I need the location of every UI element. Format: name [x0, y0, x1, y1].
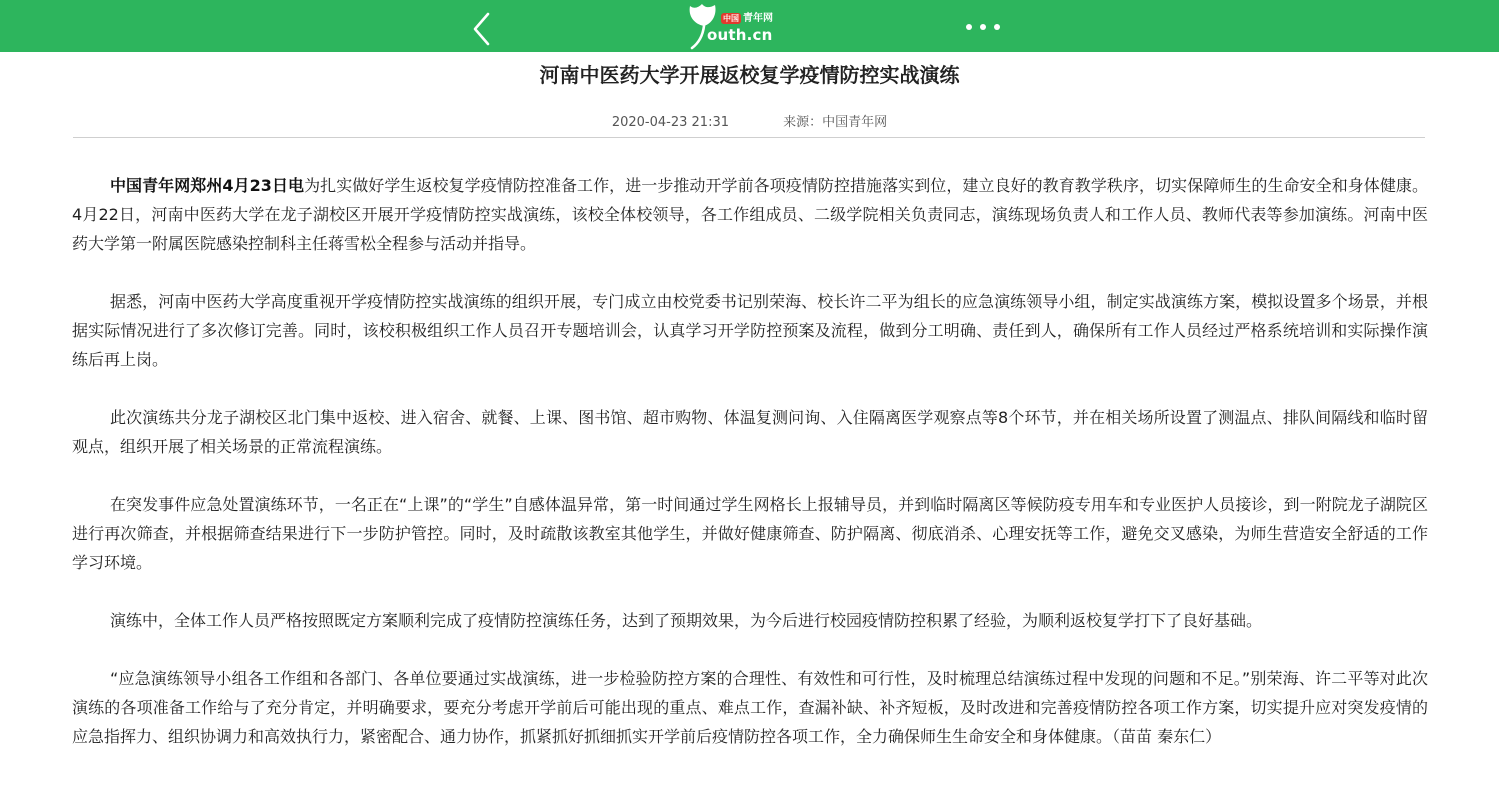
- more-menu-button[interactable]: [962, 18, 1004, 36]
- article-paragraph: 据悉，河南中医药大学高度重视开学疫情防控实战演练的组织开展，专门成立由校党委书记别荣海、校长许二平为组长的应急演练领导小组，制定实战演练方案，模拟设置多个场景，并根据实际情况进行了多次修订完善。同时，该校积极组织工作人员召开专题培训会，认真学习开学防控预案及流程，做到分工明确、责任到人，确保所有工作人员经过严格系统培训和实际操作演练后再上岗。: [72, 292, 1428, 369]
- logo-badge: [721, 13, 773, 25]
- more-dot-icon: [966, 24, 972, 30]
- article-meta: [0, 113, 1499, 133]
- paragraph-text: 为扎实做好学生返校复学疫情防控准备工作，进一步推动开学前各项疫情防控措施落实到位，建立良好的教育教学秩序，切实保障师生的生命安全和身体健康。4月22日，河南中医药大学在龙子湖校区开展开学疫情防控实战演练，该校全体校领导，各工作组成员、二级学院相关负责同志，演练现场负责人和工作人员、教师代表等参加演练。河南中医药大学第一附属医院感染控制科主任蒋雪松全程参与活动并指导。: [72, 176, 1428, 253]
- article-paragraph: 此次演练共分龙子湖校区北门集中返校、进入宿舍、就餐、上课、图书馆、超市购物、体温复测问询、入住隔离医学观察点等8个环节，并在相关场所设置了测温点、排队间隔线和临时留观点，组织开展了相关场景的正常流程演练。: [72, 408, 1428, 456]
- article-source: 来源：中国青年网: [783, 115, 888, 130]
- back-button[interactable]: [468, 8, 498, 48]
- logo-badge-text: 青年网: [743, 13, 773, 24]
- more-dot-icon: [994, 24, 1000, 30]
- logo-badge-pill: 中国: [723, 14, 739, 23]
- logo-wordmark: outh.cn: [707, 26, 773, 44]
- article-paragraph: “应急演练领导小组各工作组和各部门、各单位要通过实战演练，进一步检验防控方案的合理性、有效性和可行性，及时梳理总结演练过程中发现的问题和不足。”别荣海、许二平等对此次演练的各项准备工作给与了充分肯定，并明确要求，要充分考虑开学前后可能出现的重点、难点工作，查漏补缺、补齐短板，及时改进和完善疫情防控各项工作方案，切实提升应对突发疫情的应急指挥力、组织协调力和高效执行力，紧密配合、通力协作，抓紧抓好抓细抓实开学前后疫情防控各项工作，全力确保师生生命安全和身体健康。（苗苗 秦东仁）: [72, 669, 1428, 746]
- youth-cn-logo[interactable]: [684, 2, 784, 50]
- article-title: 河南中医药大学开展返校复学疫情防控实战演练: [539, 63, 960, 87]
- top-nav-bar: [0, 0, 1499, 52]
- chevron-left-icon: [468, 8, 498, 48]
- article-paragraph: 演练中，全体工作人员严格按照既定方案顺利完成了疫情防控演练任务，达到了预期效果，为今后进行校园疫情防控积累了经验，为顺利返校复学打下了良好基础。: [110, 611, 1263, 630]
- article-paragraph: 在突发事件应急处置演练环节，一名正在“上课”的“学生”自感体温异常，第一时间通过学生网格长上报辅导员，并到临时隔离区等候防疫专用车和专业医护人员接诊，到一附院龙子湖院区进行再次筛查，并根据筛查结果进行下一步防护管控。同时，及时疏散该教室其他学生，并做好健康筛查、防护隔离、彻底消杀、心理安抚等工作，避免交叉感染，为师生营造安全舒适的工作学习环境。: [72, 495, 1428, 572]
- publish-datetime: 2020-04-23 21:31: [611, 115, 729, 130]
- article-paragraph: [72, 171, 1428, 258]
- article-body: [72, 171, 1428, 780]
- lead-dateline: 中国青年网郑州4月23日电: [110, 176, 305, 195]
- title-divider: [73, 137, 1425, 138]
- more-dot-icon: [980, 24, 986, 30]
